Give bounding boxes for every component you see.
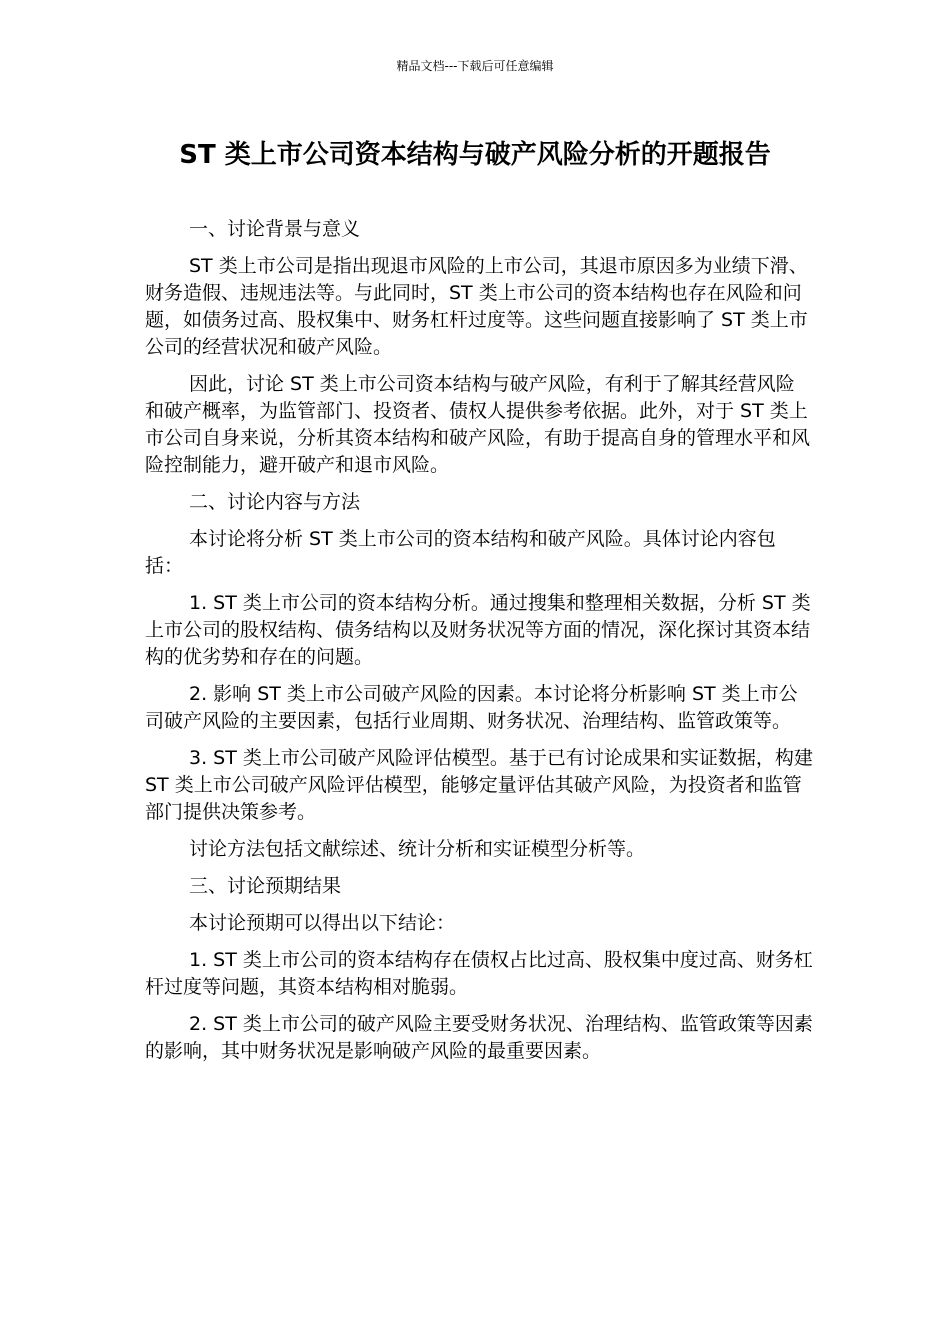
section-heading-expected-results: 三、讨论预期结果: [189, 875, 342, 897]
list-item-capital-structure: 1. ST 类上市公司的资本结构分析。通过搜集和整理相关数据，分析 ST 类上市公司的股权结构、债务结构以及财务状况等方面的情况，深化探讨其资本结构的优劣势和存在的问题。: [145, 592, 811, 668]
section-heading-background: 一、讨论背景与意义: [189, 218, 361, 240]
section-heading-content-method: 二、讨论内容与方法: [189, 491, 361, 513]
document-body: [145, 216, 813, 1075]
list-item-risk-factors: 2. 影响 ST 类上市公司破产风险的因素。本讨论将分析影响 ST 类上市公司破产风险的主要因素，包括行业周期、财务状况、治理结构、监管政策等。: [145, 683, 798, 732]
list-item-risk-model: 3. ST 类上市公司破产风险评估模型。基于已有讨论成果和实证数据，构建 ST 类上市公司破产风险评估模型，能够定量评估其破产风险，为投资者和监管部门提供决策参考。: [145, 747, 813, 823]
page-header: 精品文档---下载后可任意编辑: [396, 59, 554, 73]
paragraph-content-intro: 本讨论将分析 ST 类上市公司的资本结构和破产风险。具体讨论内容包括：: [145, 528, 776, 577]
paragraph-significance: 因此，讨论 ST 类上市公司资本结构与破产风险，有利于了解其经营风险和破产概率，为监管部门、投资者、债权人提供参考依据。此外，对于 ST 类上市公司自身来说，分析其资本结构和破产风险，有助于提高自身的管理水平和风险控制能力，避开破产和退市风险。: [145, 373, 811, 476]
list-item-result-factors: 2. ST 类上市公司的破产风险主要受财务状况、治理结构、监管政策等因素的影响，其中财务状况是影响破产风险的最重要因素。: [145, 1013, 813, 1062]
document-title: ST 类上市公司资本结构与破产风险分析的开题报告: [179, 140, 771, 170]
list-item-result-structure: 1. ST 类上市公司的资本结构存在债权占比过高、股权集中度过高、财务杠杆过度等问题，其资本结构相对脆弱。: [145, 949, 813, 998]
paragraph-results-intro: 本讨论预期可以得出以下结论：: [189, 912, 456, 934]
paragraph-st-definition: ST 类上市公司是指出现退市风险的上市公司，其退市原因多为业绩下滑、财务造假、违规违法等。与此同时，ST 类上市公司的资本结构也存在风险和问题，如债务过高、股权集中、财务杠杆过度等。这些问题直接影响了 ST 类上市公司的经营状况和破产风险。: [145, 255, 808, 358]
paragraph-methods: 讨论方法包括文献综述、统计分析和实证模型分析等。: [189, 838, 646, 860]
